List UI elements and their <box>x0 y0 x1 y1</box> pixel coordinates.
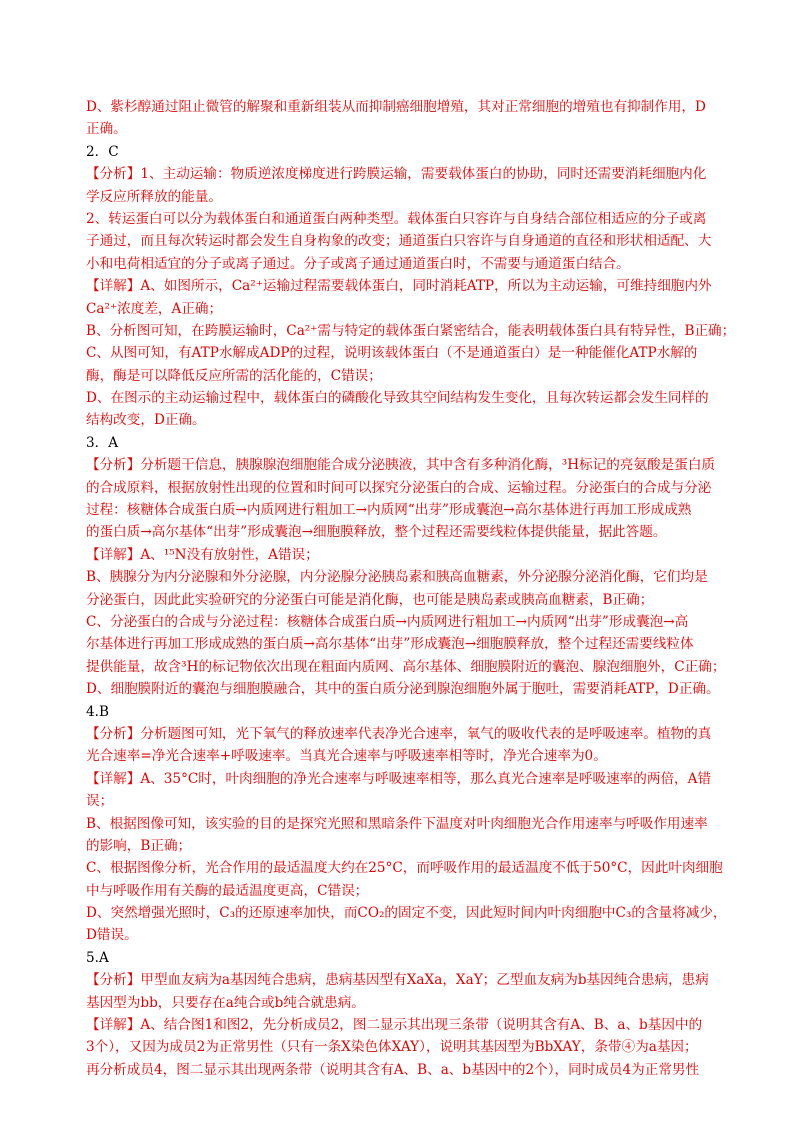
text-line: 子通过，而且每次转运时都会发生自身构象的改变；通道蛋白只容许与自身通道的直径和形状相适配、大 <box>86 233 712 250</box>
text-line: 过程：核糖体合成蛋白质→内质网进行粗加工→内质网“出芽”形成囊泡→高尔基体进行再加工形成成熟 <box>86 502 692 519</box>
text-line: 【详解】A、结合图1和图2，先分析成员2，图二显示其出现三条带（说明其含有A、B、a、b基因中的 <box>86 1017 703 1034</box>
text-line: 再分析成员4，图二显示其出现两条带（说明其含有A、B、a、b基因中的2个），同时成员4为正常男性 <box>86 1061 700 1078</box>
text-line: 基因型为bb，只要存在a纯合或b纯合就患病。 <box>86 994 365 1011</box>
question-number: 2．C <box>86 143 119 160</box>
answer-text-page <box>86 96 736 1081</box>
question-number: 4.B <box>86 703 109 720</box>
text-line: 【分析】分析题干信息，胰腺腺泡细胞能合成分泌胰液，其中含有多种消化酶，³H标记的亮氨酸是蛋白质 <box>86 457 716 474</box>
text-line: 学反应所释放的能量。 <box>86 188 222 205</box>
text-line: C、从图可知，有ATP水解成ADP的过程，说明该载体蛋白（不是通道蛋白）是一种能催化ATP水解的 <box>86 345 698 362</box>
text-line: D、紫杉醇通过阻止微管的解聚和重新组装从而抑制癌细胞增殖，其对正常细胞的增殖也有抑制作用，D <box>86 99 706 115</box>
text-line: 【分析】甲型血友病为a基因纯合患病，患病基因型有XaXa，XaY；乙型血友病为b基因纯合患病，患病 <box>86 972 709 989</box>
text-line: 的合成原料，根据放射性出现的位置和时间可以探究分泌蛋白的合成、运输过程。分泌蛋白的合成与分泌 <box>86 479 712 496</box>
text-line: 误； <box>86 793 114 810</box>
text-line: D、突然增强光照时，C₃的还原速率加快，而CO₂的固定不变，因此短时间内叶肉细胞中C₃的含量将减少， <box>86 905 727 922</box>
text-line: 3个），又因为成员2为正常男性（只有一条X染色体XAY），说明其基因型为BbXAY，条带④为a基因； <box>86 1039 698 1056</box>
text-line: B、分析图可知，在跨膜运输时，Ca²⁺需与特定的载体蛋白紧密结合，能表明载体蛋白具有特异性，B正确； <box>86 322 736 339</box>
text-line: Ca²⁺浓度差，A正确； <box>86 300 223 317</box>
text-line: 尔基体进行再加工形成成熟的蛋白质→高尔基体“出芽”形成囊泡→细胞膜释放，整个过程还需要线粒体 <box>86 636 694 653</box>
text-line: 【分析】1、主动运输：物质逆浓度梯度进行跨膜运输，需要载体蛋白的协助，同时还需要消耗细胞内化 <box>86 166 707 183</box>
text-line: 正确。 <box>86 121 127 138</box>
text-line: 【详解】A、35°C时，叶肉细胞的净光合速率与呼吸速率相等，那么真光合速率是呼吸速率的两倍，A错 <box>86 770 712 787</box>
text-line: B、胰腺分为内分泌腺和外分泌腺，内分泌腺分泌胰岛素和胰高血糖素，外分泌腺分泌消化酶，它们均是 <box>86 569 708 586</box>
text-line: 提供能量，故含³H的标记物依次出现在粗面内质网、高尔基体、细胞膜附近的囊泡、腺泡细胞外，C正确； <box>86 658 726 675</box>
text-line: 2、转运蛋白可以分为载体蛋白和通道蛋白两种类型。载体蛋白只容许与自身结合部位相适应的分子或离 <box>86 210 707 227</box>
text-line: D、细胞膜附近的囊泡与细胞膜融合，其中的蛋白质分泌到腺泡细胞外属于胞吐，需要消耗ATP，D正确。 <box>86 681 720 698</box>
text-line: 光合速率=净光合速率+呼吸速率。当真光合速率与呼吸速率相等时，净光合速率为0。 <box>86 748 607 765</box>
text-line: D、在图示的主动运输过程中，载体蛋白的磷酸化导致其空间结构发生变化，且每次转运都会发生同样的 <box>86 390 709 407</box>
text-line: B、根据图像可知，该实验的目的是探究光照和黑暗条件下温度对叶肉细胞光合作用速率与呼吸作用速率 <box>86 815 708 832</box>
text-line: 的蛋白质→高尔基体“出芽”形成囊泡→细胞膜释放，整个过程还需要线粒体提供能量，据此答题。 <box>86 524 667 541</box>
text-line: 分泌蛋白，因此此实验研究的分泌蛋白可能是消化酶，也可能是胰岛素或胰高血糖素，B正确； <box>86 591 654 608</box>
text-line: 【详解】A、如图所示，Ca²⁺运输过程需要载体蛋白，同时消耗ATP，所以为主动运输，可维持细胞内外 <box>86 278 712 295</box>
text-line: 中与呼吸作用有关酶的最适温度更高，C错误； <box>86 882 369 899</box>
text-line: C、分泌蛋白的合成与分泌过程：核糖体合成蛋白质→内质网进行粗加工→内质网“出芽”形成囊泡→高 <box>86 613 689 630</box>
text-line: D错误。 <box>86 927 138 944</box>
text-line: 的影响，B正确； <box>86 837 192 854</box>
question-number: 5.A <box>86 949 109 966</box>
text-line: 酶，酶是可以降低反应所需的活化能的，C错误； <box>86 367 382 384</box>
text-line: 【详解】A、¹⁵N没有放射性，A错误； <box>86 546 319 563</box>
text-line: 【分析】分析题图可知，光下氧气的释放速率代表净光合速率，氧气的吸收代表的是呼吸速率。植物的真 <box>86 725 712 742</box>
text-line: 结构改变，D正确。 <box>86 412 206 429</box>
question-number: 3．A <box>86 434 119 451</box>
text-line: 小和电荷相适宜的分子或离子通过。分子或离子通过通道蛋白时，不需要与通道蛋白结合。 <box>86 255 630 272</box>
text-line: C、根据图像分析，光合作用的最适温度大约在25°C，而呼吸作用的最适温度不低于50°C，因此叶肉细胞 <box>86 860 723 877</box>
